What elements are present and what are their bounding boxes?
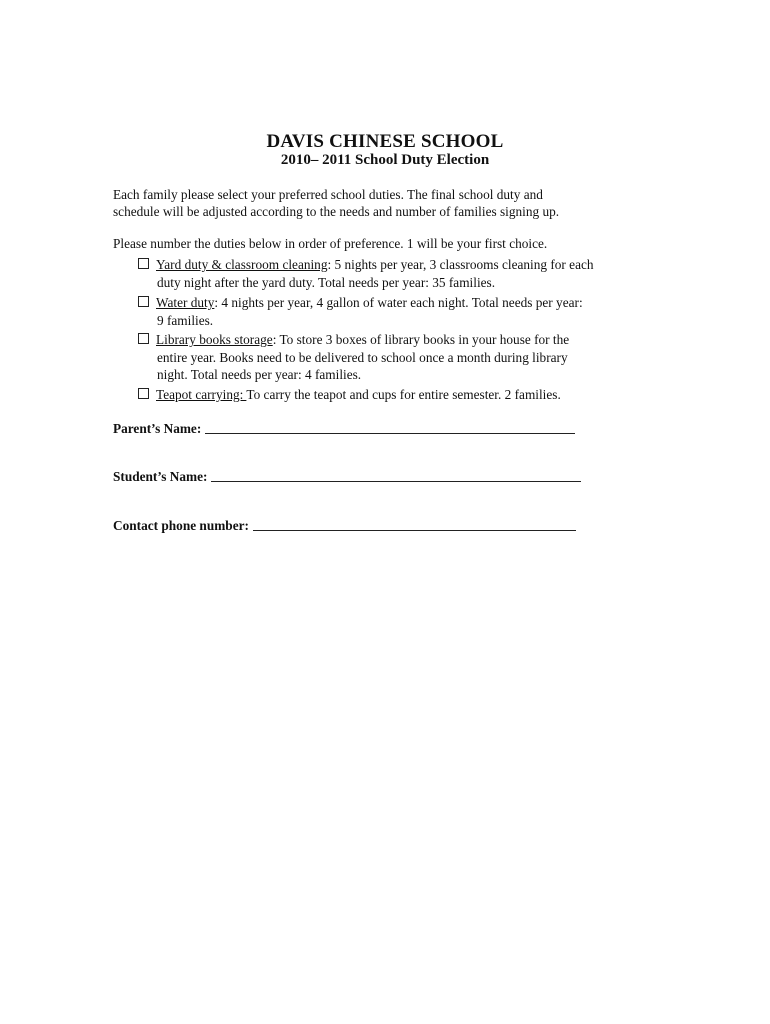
duty-item-yard: [138, 256, 668, 291]
duty-desc-cont: night. Total needs per year: 4 families.: [157, 367, 362, 382]
page-title: DAVIS CHINESE SCHOOL: [266, 131, 504, 152]
duty-name: Yard duty & classroom cleaning: [156, 257, 328, 272]
duty-checkbox-water[interactable]: [138, 296, 149, 307]
duty-name: Library books storage: [156, 332, 273, 347]
duty-checkbox-teapot[interactable]: [138, 388, 149, 399]
intro-line-2: schedule will be adjusted according to the needs and number of families signing up.: [113, 204, 560, 219]
duty-desc: : To store 3 boxes of library books in your house for the: [272, 332, 570, 347]
intro-paragraph: [113, 186, 673, 220]
student-name-label: Student’s Name:: [113, 469, 208, 484]
instruction-text: Please number the duties below in order of preference. 1 will be your first choice.: [113, 236, 548, 251]
page-subtitle: 2010– 2011 School Duty Election: [280, 152, 490, 168]
duty-desc: : 5 nights per year, 3 classrooms cleaning for each: [327, 257, 594, 272]
intro-line-1: Each family please select your preferred school duties. The final school duty and: [113, 187, 543, 202]
parent-name-field: [113, 421, 575, 437]
duty-desc-cont: 9 families.: [157, 312, 214, 328]
duty-desc: To carry the teapot and cups for entire semester. 2 families.: [246, 387, 561, 402]
duty-name: Water duty: [156, 295, 215, 310]
duty-item-water: [138, 294, 668, 329]
duty-name: Teapot carrying:: [156, 387, 247, 402]
duty-checkbox-library[interactable]: [138, 333, 149, 344]
duty-checkbox-yard[interactable]: [138, 258, 149, 269]
parent-name-label: Parent’s Name:: [113, 421, 202, 436]
duty-item-teapot: [138, 386, 668, 404]
contact-phone-label: Contact phone number:: [113, 518, 249, 533]
contact-phone-input[interactable]: [253, 518, 576, 531]
duty-desc: : 4 nights per year, 4 gallon of water each night. Total needs per year:: [214, 295, 583, 310]
duty-desc-cont: duty night after the yard duty. Total needs per year: 35 families.: [157, 274, 496, 290]
contact-phone-field: [113, 518, 576, 534]
student-name-input[interactable]: [211, 469, 581, 482]
student-name-field: [113, 469, 581, 485]
parent-name-input[interactable]: [205, 421, 575, 434]
duty-desc-cont: entire year. Books need to be delivered to school once a month during library: [157, 349, 568, 365]
duty-item-library: [138, 331, 668, 384]
